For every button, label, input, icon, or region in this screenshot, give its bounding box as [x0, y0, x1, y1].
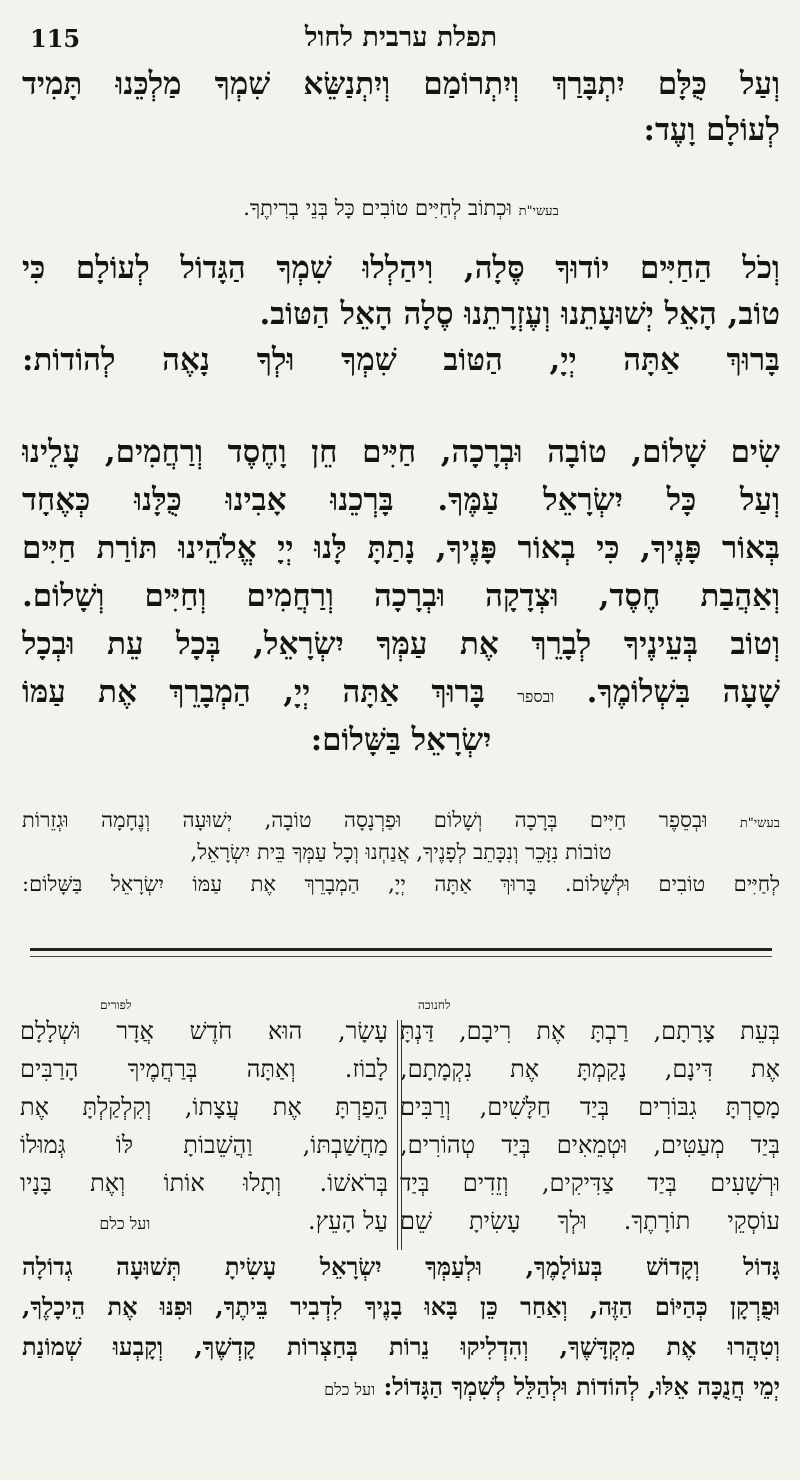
column-line: לָבוֹז. וְאַתָּה בְּרַחֲמֶיךָ הָרַבִּים: [20, 1055, 388, 1083]
column-line: בְּיַד מְעַטִּים, וּטְמֵאִים בְּיַד טְהוֹרִים,: [400, 1131, 780, 1159]
paragraph-line: וְעַל כֻּלָּם יִתְבָּרַךְ וְיִתְרוֹמַם וְיִתְנַשֵּׂא שִׁמְךָ מַלְכֵּנוּ תָּמִיד: [22, 66, 780, 102]
paragraph-line-with-note: [22, 674, 780, 710]
note-label: בעשי"ת: [739, 816, 780, 831]
paragraph-line: וְעַל כָּל יִשְׂרָאֵל עַמֶּךָ. בָּרְכֵנוּ אָבִינוּ כֻּלָּנוּ כְּאֶחָד: [22, 482, 780, 518]
inline-note: ובספר: [517, 687, 555, 706]
page-header: [30, 18, 772, 58]
column-line: וּרְשָׁעִים בְּיַד צַדִּיקִים, וְזֵדִים בְּיַד: [400, 1169, 780, 1197]
chanukah-column: [400, 998, 780, 1252]
running-head: תפלת ערבית לחול: [304, 22, 498, 53]
note-text: וּבְסֵפֶר חַיִּים בְּרָכָה וְשָׁלוֹם וּפַרְנָסָה טוֹבָה, יְשׁוּעָה וְנֶחָמָה וּגְזֵרוֹת: [22, 808, 708, 832]
inline-note: ועל כלם: [99, 1214, 151, 1233]
column-line: [20, 1202, 388, 1240]
note-line: [22, 808, 780, 833]
purim-label: לפורים: [100, 998, 132, 1012]
note-text: וּכְתוֹב לְחַיִּים טוֹבִים כָּל בְּנֵי בְרִיתֶךָ.: [243, 196, 512, 220]
paragraph-line: שִׂים שָׁלוֹם, טוֹבָה וּבְרָכָה, חַיִּים חֵן וָחֶסֶד וְרַחֲמִים, עָלֵינוּ: [22, 434, 780, 470]
aseret-yemei-teshuva-note: [22, 196, 780, 221]
paragraph-line: וְטוֹב בְּעֵינֶיךָ לְבָרֵךְ אֶת עַמְּךָ יִשְׂרָאֵל, בְּכָל עֵת וּבְכָל: [22, 626, 780, 662]
paragraph-line: גָּדוֹל וְקָדוֹשׁ בְּעוֹלָמֶךָ, וּלְעַמְּךָ יִשְׂרָאֵל עָשִׂיתָ תְּשׁוּעָה גְדוֹלָה: [22, 1252, 780, 1281]
paragraph-line: וְאַהֲבַת חֶסֶד, וּצְדָקָה וּבְרָכָה וְרַחֲמִים וְחַיִּים וְשָׁלוֹם.: [22, 578, 780, 614]
column-line: מַחֲשַׁבְתּוֹ, וַהֲשֵׁבוֹתָ לּוֹ גְּמוּלוֹ: [20, 1131, 388, 1159]
column-line: עָשָׂר, הוּא חֹדֶשׁ אֲדָר וּשְׁלָלָם: [20, 1017, 388, 1045]
column-text: עַל הָעֵץ.: [308, 1207, 388, 1235]
paragraph-line: וְכֹל הַחַיִּים יוֹדוּךָ סֶּלָה, וִיהַלְלוּ שִׁמְךָ הַגָּדוֹל לְעוֹלָם כִּי: [22, 250, 780, 286]
column-line: אֶת דִּינָם, נָקַמְתָּ אֶת נִקְמָתָם,: [400, 1055, 780, 1083]
column-line: מָסַרְתָּ גִבּוֹרִים בְּיַד חַלָּשִׁים, וְרַבִּים: [400, 1093, 780, 1121]
chanukah-label: לחנוכה: [418, 998, 451, 1012]
paragraph-line: וּפֻרְקָן כְּהַיּוֹם הַזֶּה, וְאַחַר כֵּן בָּאוּ בָנֶיךָ לִדְבִיר בֵּיתֶךָ, וּפִנּוּ אֶת הֵיכָלֶךָ,: [22, 1292, 780, 1321]
column-line: בְּעֵת צָרָתָם, רַבְתָּ אֶת רִיבָם, דַּנְתָּ: [400, 1017, 780, 1045]
paragraph-text: בָּרוּךְ אַתָּה יְיָ, הַמְבָרֵךְ אֶת עַמּוֹ: [22, 674, 485, 710]
divider-thin: [30, 956, 772, 957]
paragraph-text: יְמֵי חֲנֻכָּה אֵלּוּ, לְהוֹדוֹת וּלְהַלֵּל לְשִׁמְךָ הַגָּדוֹל:: [383, 1372, 780, 1401]
paragraph-line: לְעוֹלָם וָעֶד:: [643, 112, 780, 148]
inline-note: ועל כלם: [324, 1380, 376, 1399]
column-divider: [397, 1020, 402, 1250]
paragraph-line: [22, 1372, 780, 1402]
note-line: טוֹבוֹת נִזָּכֵר וְנִכָּתֵב לְפָנֶיךָ, אֲנַחְנוּ וְכָל עַמְּךָ בֵּית יִשְׂרָאֵל,: [190, 840, 612, 864]
divider-thick: [30, 948, 772, 951]
note-label: בעשי"ת: [518, 204, 559, 219]
paragraph-line: טוֹב, הָאֵל יְשׁוּעָתֵנוּ וְעֶזְרָתֵנוּ סֶלָה הָאֵל הַטּוֹב.: [259, 296, 780, 332]
purim-column: [20, 998, 388, 1252]
page-number: 115: [30, 24, 81, 53]
paragraph-line: בָּרוּךְ אַתָּה יְיָ, הַטּוֹב שִׁמְךָ וּלְךָ נָאֶה לְהוֹדוֹת:: [22, 342, 780, 378]
note-line: לְחַיִּים טוֹבִים וּלְשָׁלוֹם. בָּרוּךְ אַתָּה יְיָ, הַמְבָרֵךְ אֶת עַמּוֹ יִשְׂרָאֵל בַּשָּׁלוֹם:: [22, 872, 780, 896]
column-line: עוֹסְקֵי תוֹרָתֶךָ. וּלְךָ עָשִׂיתָ שֵׁם: [400, 1207, 780, 1235]
paragraph-text: שָׁעָה בִּשְׁלוֹמֶךָ.: [586, 674, 780, 710]
column-line: בְּרֹאשׁוֹ. וְתָלוּ אוֹתוֹ וְאֶת בָּנָיו: [20, 1169, 388, 1197]
paragraph-line: וְטִהֲרוּ אֶת מִקְדָּשֶׁךָ, וְהִדְלִיקוּ נֵרוֹת בְּחַצְרוֹת קָדְשֶׁךָ, וְקָבְעוּ שְׁמוֹנַת: [22, 1332, 780, 1361]
paragraph-line: בְּאוֹר פָּנֶיךָ, כִּי בְאוֹר פָּנֶיךָ, נָתַתָּ לָּנוּ יְיָ אֱלֹהֵינוּ תּוֹרַת חַיִּים: [22, 530, 780, 566]
paragraph-line: יִשְׂרָאֵל בַּשָּׁלוֹם:: [310, 722, 492, 758]
column-line: הֵפַרְתָּ אֶת עֲצָתוֹ, וְקִלְקַלְתָּ אֶת: [20, 1093, 388, 1121]
